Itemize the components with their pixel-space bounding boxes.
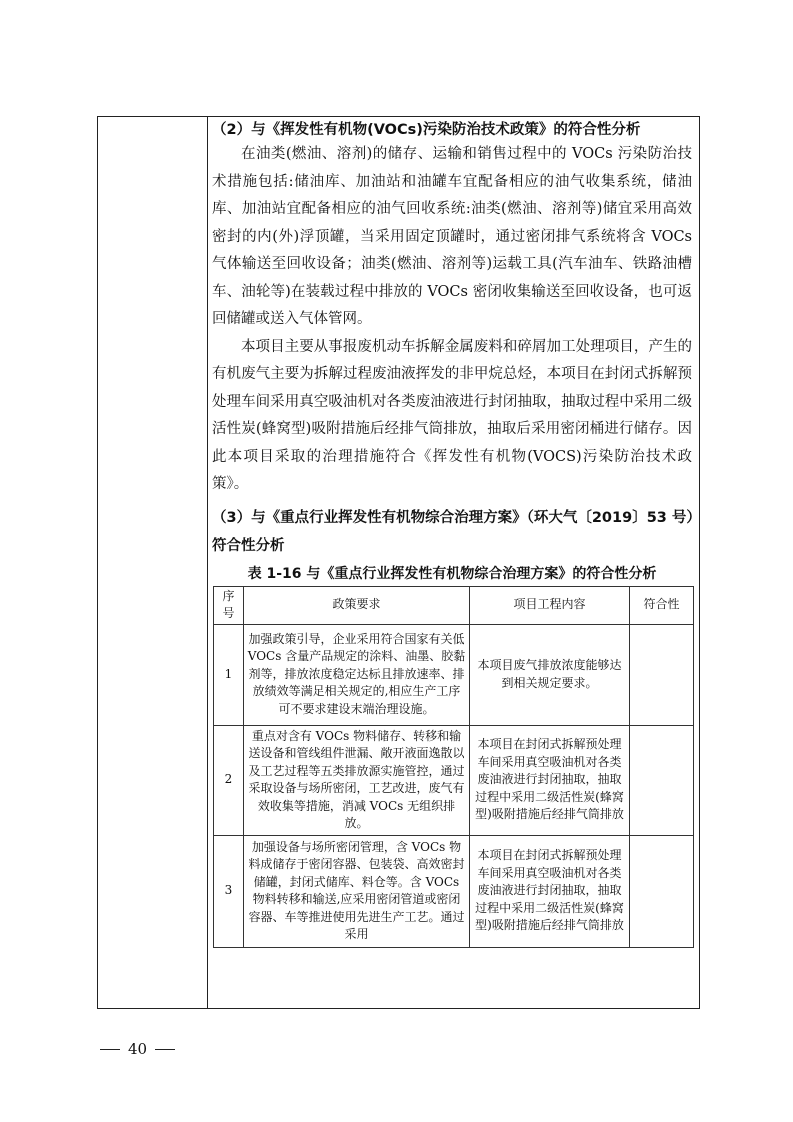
row-no: 3 xyxy=(214,835,244,947)
row-project: 本项目废气排放浓度能够达到相关规定要求。 xyxy=(470,624,630,725)
row-compliance xyxy=(630,835,694,947)
row-no: 1 xyxy=(214,624,244,725)
table-header-row xyxy=(214,586,694,624)
table-row xyxy=(214,624,694,725)
page-number-left-dash xyxy=(100,1049,120,1050)
page-number-value: 40 xyxy=(128,1040,148,1058)
row-no: 2 xyxy=(214,725,244,835)
header-project: 项目工程内容 xyxy=(470,586,630,624)
page-number xyxy=(100,1040,190,1058)
row-policy: 加强设备与场所密闭管理，含 VOCs 物料成储存于密闭容器、包装袋、高效密封储罐，封闭式储库、料仓等。含 VOCs 物料转移和输送,应采用密闭管道或密闭容器、车等推进使用先进生产工艺。通过采用 xyxy=(244,835,470,947)
section-2-paragraph-1: 在油类(燃油、溶剂)的储存、运输和销售过程中的 VOCs 污染防治技术措施包括:储油库、加油站和油罐车宜配备相应的油气收集系统，储油库、加油站宜配备相应的油气回收系统:油类(燃油、溶剂等)储宜采用高效密封的内(外)浮顶罐，当采用固定顶罐时，通过密闭排气系统将含 VOCs 气体输送至回收设备；油类(燃油、溶剂等)运载工具(汽车油车、铁路油槽车、油轮等)在装载过程中排放的 VOCs 密闭收集输送至回收设备，也可返回储罐或送入气体管网。 xyxy=(212,146,692,327)
document-content xyxy=(210,116,694,948)
header-no: 序号 xyxy=(214,586,244,624)
compliance-table xyxy=(213,586,694,948)
row-project: 本项目在封闭式拆解预处理车间采用真空吸油机对各类废油液进行封闭抽取，抽取过程中采用二级活性炭(蜂窝型)吸附措施后经排气筒排放 xyxy=(470,835,630,947)
table-row xyxy=(214,835,694,947)
row-compliance xyxy=(630,725,694,835)
section-2-heading: （2）与《挥发性有机物(VOCs)污染防治技术政策》的符合性分析 xyxy=(212,122,641,138)
page-number-right-dash xyxy=(155,1049,175,1050)
header-policy: 政策要求 xyxy=(244,586,470,624)
section-3-heading: （3）与《重点行业挥发性有机物综合治理方案》（环大气〔2019〕53 号）符合性分析 xyxy=(212,509,694,554)
frame-column-divider xyxy=(207,116,208,1009)
section-2-paragraph-2: 本项目主要从事报废机动车拆解金属废料和碎屑加工处理项目，产生的有机废气主要为拆解过程废油液挥发的非甲烷总烃，本项目在封闭式拆解预处理车间采用真空吸油机对各类废油液进行封闭抽取，抽取过程中采用二级活性炭(蜂窝型)吸附措施后经排气筒排放，抽取后采用密闭桶进行储存。因此本项目采取的治理措施符合《挥发性有机物(VOCS)污染防治技术政策》。 xyxy=(212,338,692,492)
row-compliance xyxy=(630,624,694,725)
header-compliance: 符合性 xyxy=(630,586,694,624)
row-policy: 加强政策引导，企业采用符合国家有关低 VOCs 含量产品规定的涂料、油墨、胶黏剂等，排放浓度稳定达标且排放速率、排放绩效等满足相关规定的,相应生产工序可不要求建设末端治理设施。 xyxy=(244,624,470,725)
row-policy: 重点对含有 VOCs 物料储存、转移和输送设备和管线组件泄漏、敞开液面逸散以及工艺过程等五类排放源实施管控，通过采取设备与场所密闭，工艺改进，废气有效收集等措施，消减 VOCs 无组织排放。 xyxy=(244,725,470,835)
row-project: 本项目在封闭式拆解预处理车间采用真空吸油机对各类废油液进行封闭抽取，抽取过程中采用二级活性炭(蜂窝型)吸附措施后经排气筒排放 xyxy=(470,725,630,835)
table-row xyxy=(214,725,694,835)
table-caption: 表 1-16 与《重点行业挥发性有机物综合治理方案》的符合性分析 xyxy=(247,565,657,582)
